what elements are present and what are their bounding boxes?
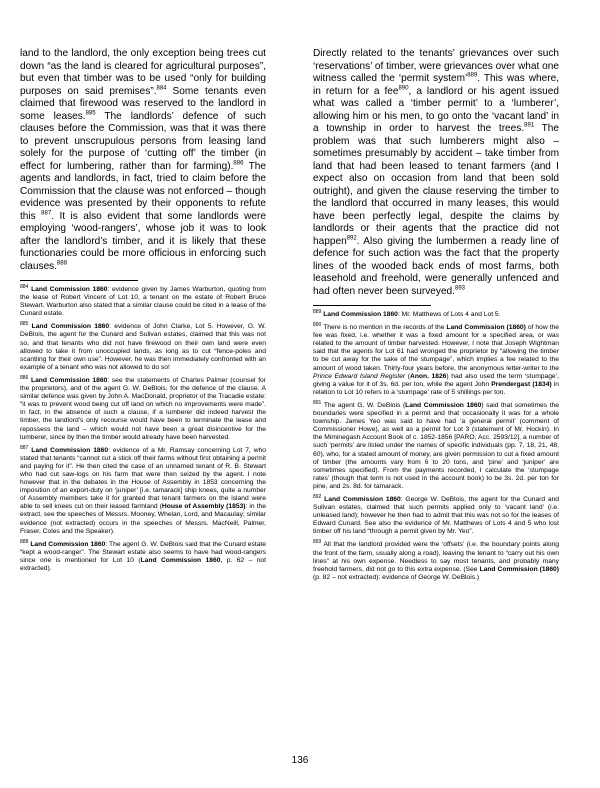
footnote-ref: 891 [313,399,322,406]
italic-title: Prince Edward Island Register [313,372,406,380]
text-run: Some tenants even claimed that firewood was reserved to the landlord in some leases. [20,85,266,122]
text-run: : evidence given by James Warburton, quoting from the lease of Robert Vincent of Lot 10, a tenant on the estate of Robert Bruce Stewart. Warburton also stated that a similar clause could be cited in a lease of the Cunard estate. [20,286,267,318]
text-run: (p. 82 – not extracted): evidence of George W. DeBlois.) [313,573,480,581]
footnote [313,321,559,397]
footnote-ref: 885 [85,110,96,117]
text-run: ) had also used the term ‘stumpage’, giving a value for it of 3s. 6d. per ton, while the agent John [313,372,559,388]
text-run: , p. 62 – not extracted). [20,556,267,572]
bold-citation: Land Commission 1860 [405,401,482,409]
text-run: The agent G. W. DeBlois ( [321,401,406,409]
bold-citation: Land Commission (1860) [479,565,559,573]
bold-citation: Prendergast (1834) [491,380,552,388]
footnote-ref: 887 [20,444,29,451]
text-run: : George W. DeBlois, the agent for the Cunard and Sulivan estates, claimed that such permits applied only to ‘vacant land’ (i.e. unleased land); however he then had to admit that this was not so for the leases of Edward Cunard. See also the evidence of Mr. Matthews of Lots 4 and 5 who lost timber off his land “through a permit given by Mr. Yeo”. [313,495,560,536]
text-run: : evidence of a Mr. Ramsay concerning Lot 7, who stated that tenants “cannot cut a stick off their farms without first obtaining a permit and paying for it”. He then cited the case of an unnamed tenant of R. B. Stewart who had cut saw-logs on his farm that were then seized by the agent. I note however that in the debates in the House of Assembly in 1853 concerning the imposition of an export-duty on ‘juniper’ [i.e. tamarack] ship knees, quite a number of Assembly members take it for granted that tenant farmers on the island were able to sell knees cut on their leased farmland ( [20,446,266,511]
footnote-ref: 893 [313,539,322,546]
text-run: . It is also evident that some landlords were employing ‘wood-rangers’, whose job it was to look after the landlord’s timber, and it is likely that these functionaries could be more officious in enforcing such clauses. [20,210,266,272]
text-run: Directly related to the tenants’ grievances over such ‘reservations’ of timber, were grievances over what one witness called the ‘permit system’ [313,48,559,84]
text-run: . This was where, in return for a fee [313,73,559,97]
left-footnotes [20,283,267,573]
text-run: land to the landlord, the only exception being trees cut down “as the land is cleared for agricultural purposes”, but even that timber was to be used “only for building purposes on said premises”. [20,48,266,97]
bold-citation: Anon. 1826 [409,372,447,380]
footnote-ref: 888 [57,260,68,267]
footnote [20,323,266,372]
text-run: : see the statements of Charles Palmer (counsel for the proprietors), and of the agent G. W. DeBlois, for the defence of the clause. A similar defence was given by John A. MacDonald, proprietor of the Tracadie estate: “it was to prevent wood being cut off land on which no improvements were made”. In fact, in the absence of such a clause, if a lumberer did indeed harvest the timber, the landlord’s only recourse would have been to terminate the lease and repossess the land – which would not have been a great disincentive for the lumberer, since by then the timber would already have been harvested. [20,376,266,441]
footnote-ref: 884 [156,85,167,92]
footnote-ref: 889 [467,72,478,79]
bold-citation: Land Commission (1860) [446,324,526,332]
right-body-paragraph [313,48,559,298]
text-run: : Mr. Matthews of Lots 4 and Lot 5. [397,311,501,318]
left-column [20,48,266,578]
footnote-ref: 893 [454,285,465,292]
footnote [313,308,559,319]
text-run: : in the extract, see the speeches of Messrs. Mooney, Whelan, Lord, and Macaulay; similar evidence (not extracted) occurs in the speeches of Messrs. MacNeill, Palmer, Fraser, Coles and the Speaker). [20,503,266,535]
bold-citation: Land Commission 1860 [31,446,109,454]
bold-citation: Land Commission 1860 [31,286,108,293]
footnote-ref: 885 [20,321,29,328]
footnote-ref: 891 [524,122,535,129]
footnote-ref: 886 [233,160,244,167]
footnote-ref: 892 [346,235,357,242]
text-run: : evidence of John Clarke, Lot 5. However, G. W. DeBlois, the agent for the Cunard and Sulivan estates, claimed that this was not so, and that tenants who did not have firewood on their own land were even allowed to take it from unoccupied lands, as long as to cut “fence-poles and scantling for their own use”. However, he was then immediately confronted with an example of a tenant who was not allowed to do so! [20,323,266,371]
text-run: . Also giving the lumbermen a ready line of defence for such action was the fact that the property lines of the wooded back ends of most farms, both leasehold and freehold, were generally unfenced and had often never been surveyed. [313,235,559,297]
bold-citation: Land Commission 1860 [30,540,106,548]
text-run: ) said that sometimes the boundaries were specified in a permit and that occasionally it was for a whole township. James Yeo was said to have had ‘a general permit’ (comment of Commissioner Howe), as well as a permit for Lot 3 (statement of Mr. Hockin). In the Miminegash Account Book of c. 1852-1856 [PARO, Acc. 2593/12], a number of such ‘permits’ are listed under the names of specific individuals (pp. 7, 18, 21, 48, 60), who, for a stated amount of money, are given permission to cut a fixed amount of timber (the amounts vary from 6 to 20 tons, and ‘pine’ and ‘juniper’ are sometimes specified). From the payments recorded, I calculate the ‘stumpage rates’ (though that term is not used in the account book) to be 3s. 2d. per ton for pine, and 2s. 8d. for tamarack. [313,401,559,490]
bold-citation: Land Commission 1860 [323,311,398,318]
text-run: The agents and landlords, in fact, tried to claim before the Commission that the clause was not enforced – though evidence was presented by their opponents to refute this [20,160,267,222]
bold-citation: Land Commission 1860 [140,556,221,564]
footnote [313,541,559,581]
footnote-ref: 884 [20,283,29,290]
text-run: : The agent G. W. DeBlois said that the Cunard estate “kept a wood-ranger”. The Stewart estate also seems to have had wood-rangers since one is mentioned for Lot 10 ( [20,540,266,564]
footnote-ref: 892 [313,493,322,500]
bold-citation: Land Commission 1860 [324,495,401,503]
text-run: The landlords’ defence of such clauses before the Commission, was that it was there to prevent unscrupulous persons from leasing land solely for the purpose of ‘cutting off’ the timber (in effect for lumbering, rather than for farming). [20,110,266,172]
text-run: There is no mention in the records of the [321,324,447,332]
footnote-ref: 889 [313,308,322,315]
footnote [20,444,266,536]
text-run: in relation to Lot 10 refers to a ‘stumpage’ rate of 5 shillings per ton. [313,380,559,396]
footnote-ref: 890 [313,321,322,328]
page-number: 136 [291,755,309,766]
footnote-ref: 886 [20,374,29,381]
bold-citation: Land Commission 1860 [31,376,108,384]
text-run: ( [405,372,410,380]
footnote-separator [313,305,431,306]
bold-citation: House of Assembly (1853) [161,503,246,511]
text-run: All that the landlord provided were the ‘offsets’ (i.e. the boundary points along the front of the farm, usually along a road), leaving the tenant to “carry out his own lines” at his own expense. Needless to say most tenants, and probably many freehold farmers, did not go to this extra expense. (See [313,541,559,573]
footnote-ref: 890 [398,85,409,92]
text-run: of how the fee was fixed, i.e. whether it was a fixed amount for a specified area, or was related to the amount of timber harvested. However, I note that Joseph Wightman said that the agents for Lot 61 had wronged the proprietor by “allowing the timber to be cut away for the sake of the stumpage”, which implies a fee related to the amount of wood taken. Thirty-four years before, the anonymous letter-writer to the [313,324,559,372]
right-footnotes [313,308,560,582]
footnote [20,374,266,442]
footnote [20,538,267,573]
footnote-ref: 887 [41,210,52,217]
footnote [20,283,267,318]
bold-citation: Land Commission 1860 [31,323,110,331]
footnote-separator [20,280,138,281]
text-run: The problem was that such lumberers might also – sometimes presumably by accident – take timber from land that had been leased to tenant farmers (and I expect also on occasion from land that been sold outright), and given the clause reserving the timber to the landlord that occurred in many leases, this would have been perfectly legal, despite the claims by landlords or their agents that the practice did not happen [313,123,560,247]
text-run: , a landlord or his agent issued what was called a ‘timber permit’ to a ‘lumberer’, allowing him or his men, to go onto the ‘vacant land’ in a township in order to harvest the trees. [313,85,559,134]
footnote-ref: 888 [20,538,29,545]
footnote [313,493,560,536]
footnote [313,399,559,491]
left-body-paragraph [20,48,266,273]
right-column [313,48,559,587]
